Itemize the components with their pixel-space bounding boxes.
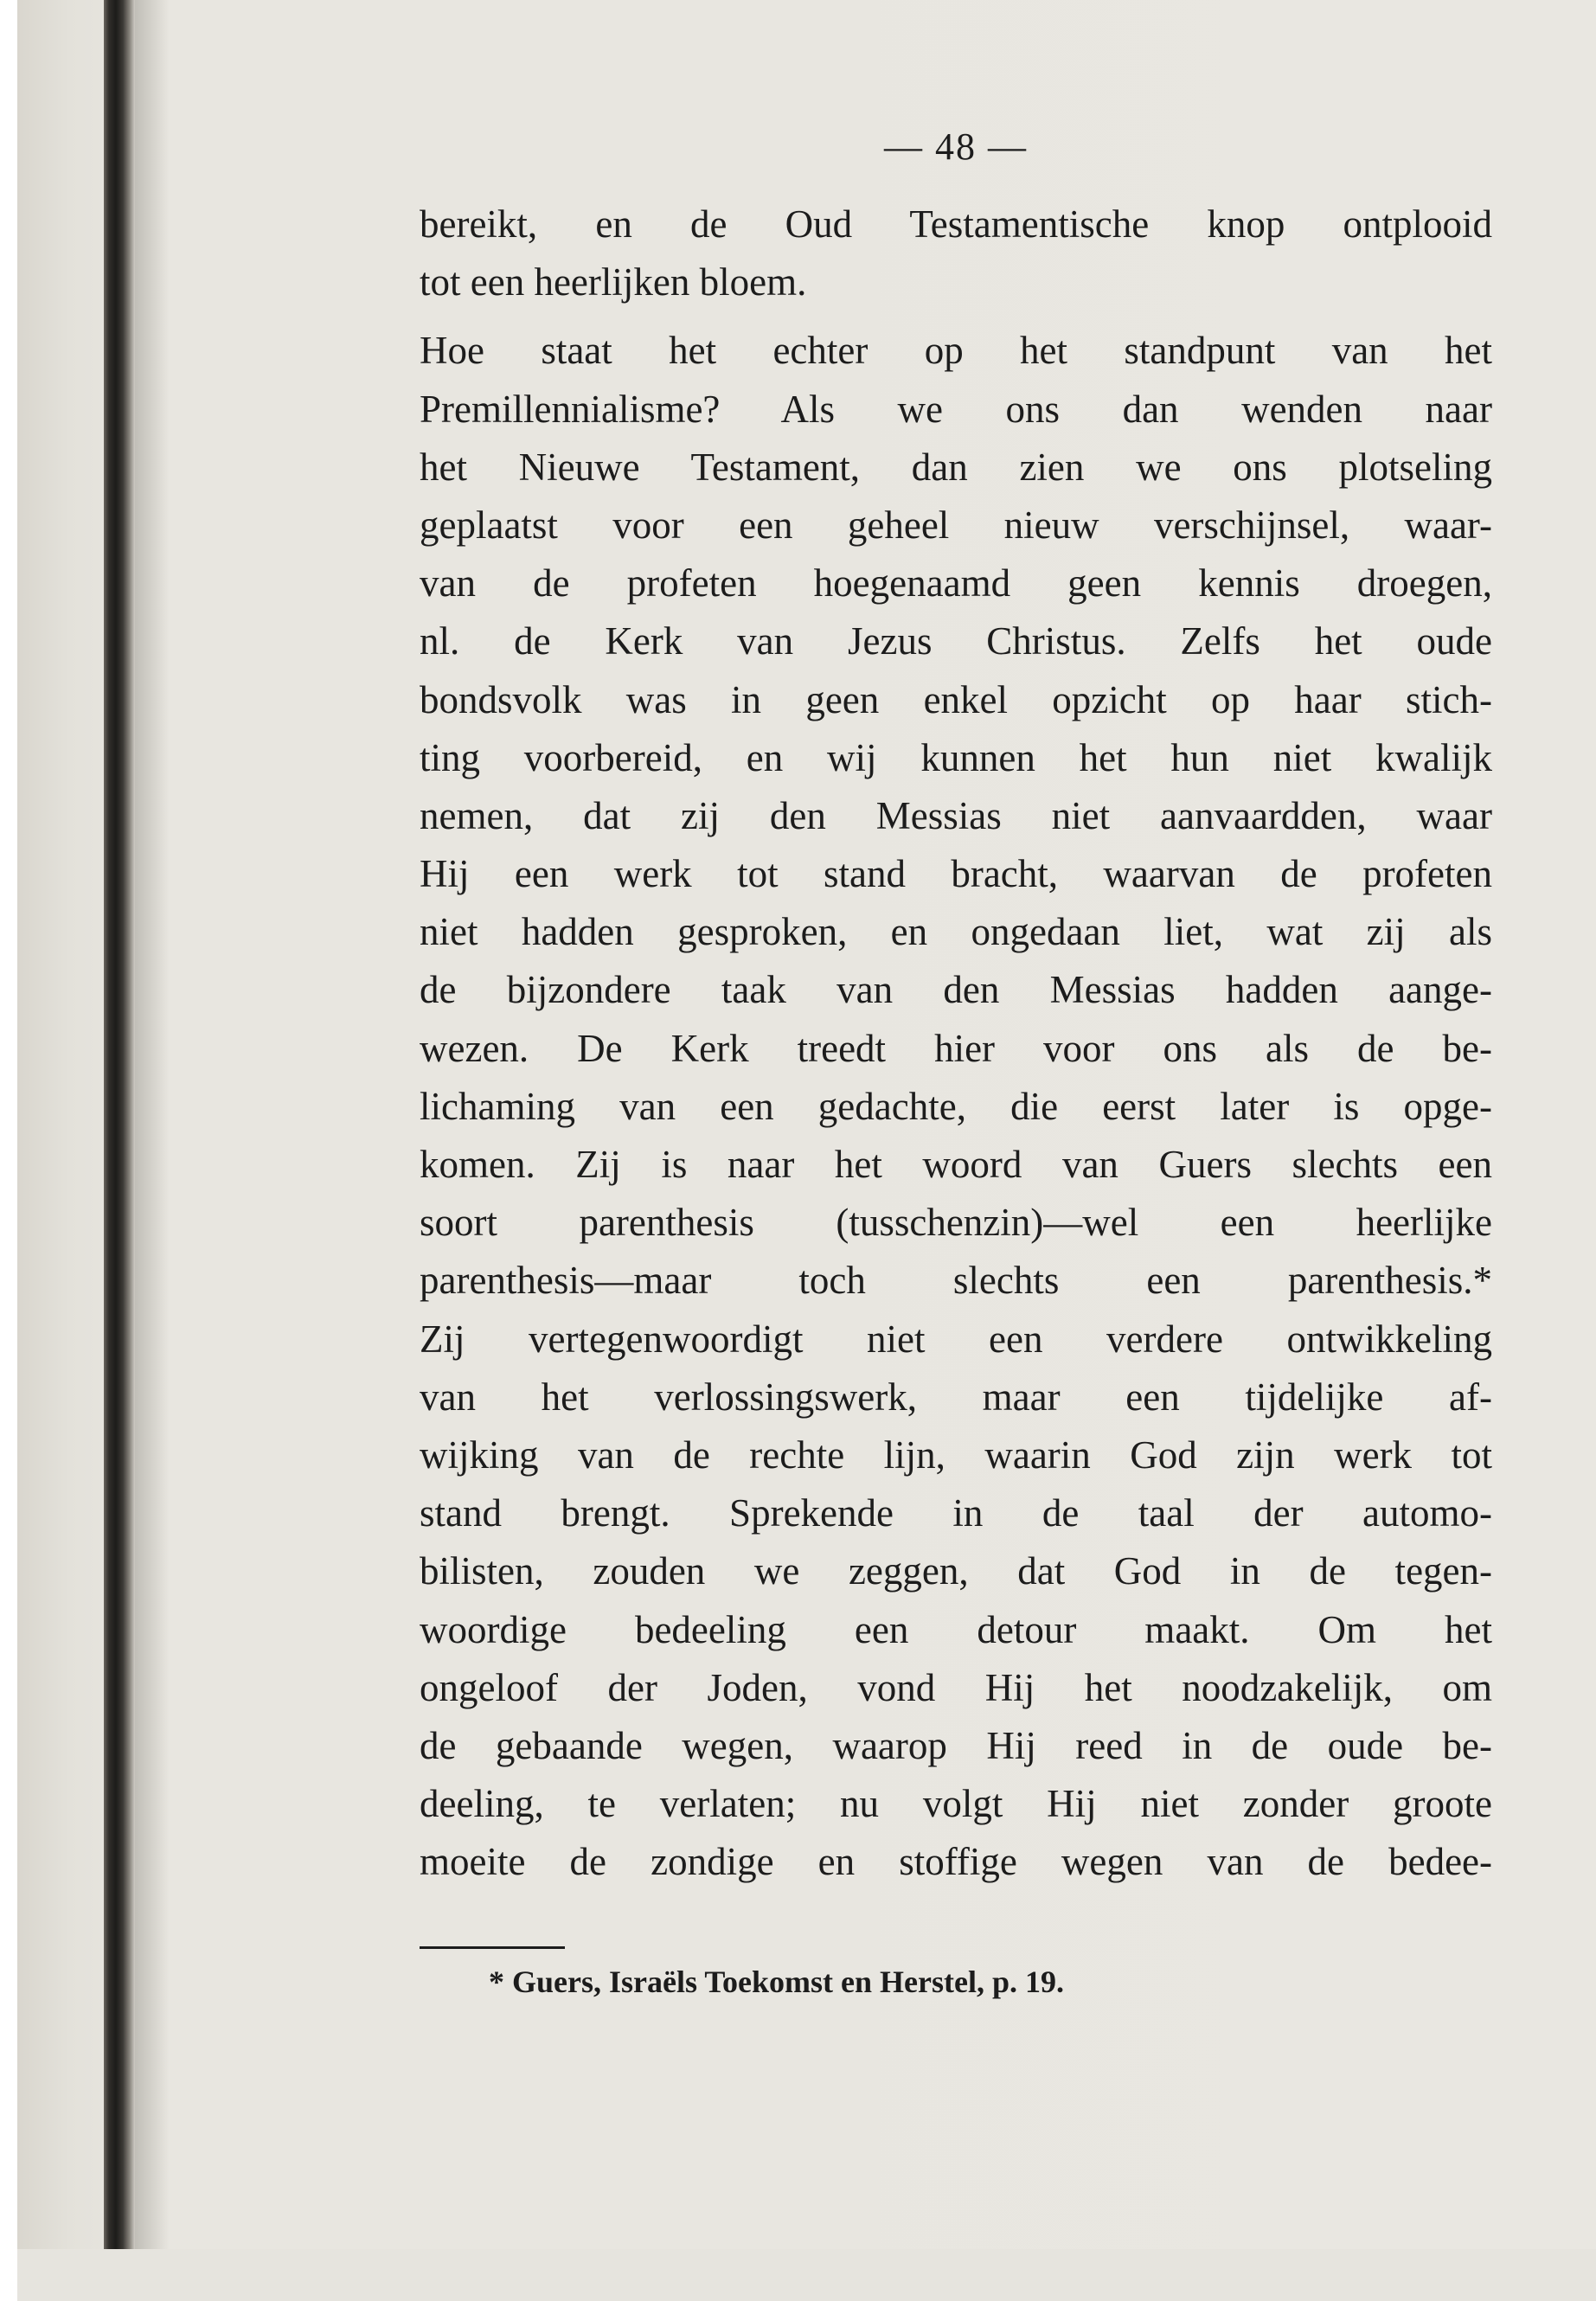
text-line: Hoe staat het echter op het standpunt van het [420, 329, 1492, 373]
text-line: geplaatst voor een geheel nieuw verschijnsel, waar- [420, 503, 1492, 547]
text-line: lichaming van een gedachte, die eerst later is opge- [420, 1084, 1492, 1128]
text-line: moeite de zondige en stoffige wegen van de bedee- [420, 1840, 1492, 1884]
text-line: ongeloof der Joden, vond Hij het noodzakelijk, om [420, 1665, 1492, 1709]
text-line: de bijzondere taak van den Messias hadden aange- [420, 968, 1492, 1012]
paragraph-1 [420, 195, 1492, 311]
text-line: van de profeten hoegenaamd geen kennis droegen, [420, 561, 1492, 606]
text-line: Premillennialisme? Als we ons dan wenden naar [420, 387, 1492, 431]
footnote-divider [420, 1946, 565, 1949]
text-line: de gebaande wegen, waarop Hij reed in de oude be- [420, 1723, 1492, 1767]
text-line: soort parenthesis (tusschenzin)—wel een heerlijke [420, 1201, 1492, 1245]
paragraph-2 [420, 322, 1492, 1891]
text-line: tot een heerlijken bloem. [420, 260, 807, 304]
text-line: bereikt, en de Oud Testamentische knop ontplooid [420, 202, 1492, 246]
text-line: nl. de Kerk van Jezus Christus. Zelfs het oude [420, 619, 1492, 663]
book-spine [104, 0, 135, 2249]
text-line: Zij vertegenwoordigt niet een verdere ontwikkeling [420, 1317, 1492, 1361]
footnote: * Guers, Israëls Toekomst en Herstel, p. 19. [489, 1965, 1064, 2000]
text-line: deeling, te verlaten; nu volgt Hij niet zonder groote [420, 1782, 1492, 1826]
spine-shadow [135, 0, 170, 2249]
text-line: woordige bedeeling een detour maakt. Om het [420, 1607, 1492, 1651]
text-line: komen. Zij is naar het woord van Guers slechts een [420, 1143, 1492, 1186]
text-line: niet hadden gesproken, en ongedaan liet, wat zij als [420, 910, 1492, 954]
text-line: Hij een werk tot stand bracht, waarvan de profeten [420, 852, 1492, 896]
text-line: van het verlossingswerk, maar een tijdelijke af- [420, 1375, 1492, 1419]
text-line: nemen, dat zij den Messias niet aanvaardden, waar [420, 793, 1492, 837]
text-line: bondsvolk was in geen enkel opzicht op haar stich- [420, 677, 1492, 721]
text-line: wezen. De Kerk treedt hier voor ons als de be- [420, 1026, 1492, 1070]
text-line: stand brengt. Sprekende in de taal der automo- [420, 1491, 1492, 1535]
page-bottom-edge [17, 2249, 1596, 2301]
page-number: — 48 — [884, 125, 1028, 168]
text-line: ting voorbereid, en wij kunnen het hun niet kwalijk [420, 735, 1492, 779]
text-line: het Nieuwe Testament, dan zien we ons plotseling [420, 445, 1492, 489]
text-line: wijking van de rechte lijn, waarin God zijn werk tot [420, 1433, 1492, 1477]
text-line: bilisten, zouden we zeggen, dat God in de tegen- [420, 1549, 1492, 1593]
page-content [420, 121, 1492, 2003]
text-line: parenthesis—maar toch slechts een parenthesis.* [420, 1259, 1492, 1303]
scan-margin [0, 0, 17, 2301]
